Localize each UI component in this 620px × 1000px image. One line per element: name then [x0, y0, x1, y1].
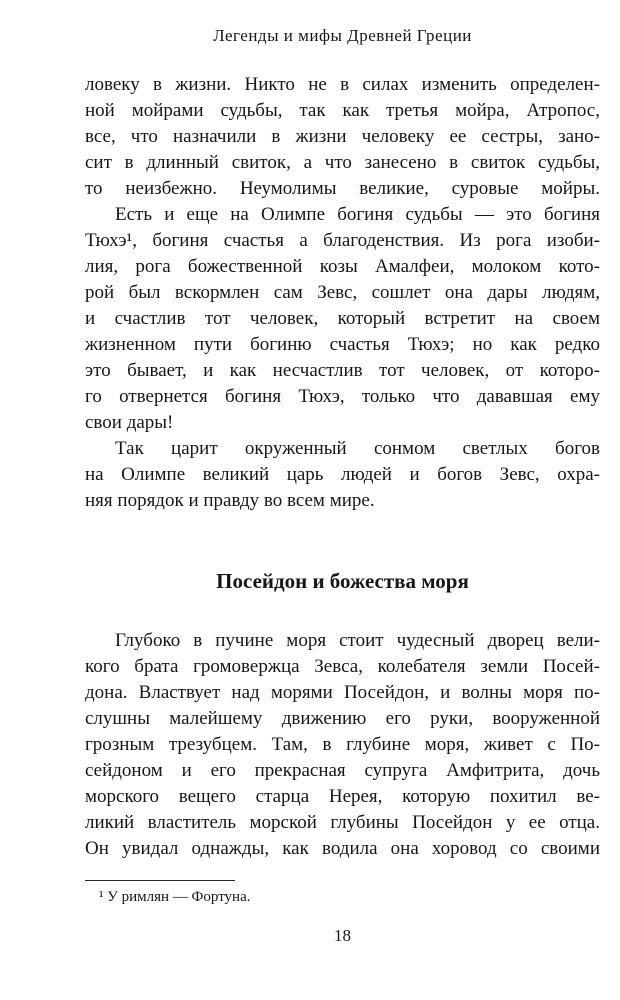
text-line: все, что назначили в жизни человеку ее сестры, зано-	[85, 126, 600, 147]
text-line: это бывает, и как несчастлив тот человек, от которо-	[85, 360, 600, 381]
text-line: кого брата громовержца Зевса, колебателя земли Посей-	[85, 656, 600, 677]
text-line: Тюхэ¹, богиня счастья а благоденствия. Из рога изоби-	[85, 230, 600, 251]
text-line: на Олимпе великий царь людей и богов Зевс, охра-	[85, 464, 600, 485]
paragraph	[85, 202, 600, 436]
text-line: Он увидал однажды, как водила она хоровод со своими	[85, 838, 600, 859]
running-title: Легенды и мифы Древней Греции	[213, 26, 472, 45]
text-line: морского вещего старца Нерея, которую похитил ве-	[85, 786, 600, 807]
paragraph	[85, 72, 600, 202]
text-line: ной мойрами судьбы, так как третья мойра, Атропос,	[85, 100, 600, 121]
text-line: сейдоном и его прекрасная супруга Амфитрита, дочь	[85, 760, 600, 781]
text-line: няя порядок и правду во всем мире.	[85, 490, 375, 511]
text-body	[85, 72, 600, 862]
text-line: рой был вскормлен сам Зевс, сошлет она дары людям,	[85, 282, 600, 303]
text-line: Так царит окруженный сонмом светлых богов	[115, 438, 600, 459]
text-line: Глубоко в пучине моря стоит чудесный дворец вели-	[115, 630, 600, 651]
page-number: 18	[334, 926, 351, 945]
paragraph	[85, 628, 600, 862]
text-line: ликий властитель морской глубины Посейдон у ее отца.	[85, 812, 600, 833]
paragraph	[85, 436, 600, 514]
text-line: и счастлив тот человек, который встретит на своем	[85, 308, 600, 329]
text-line: Есть и еще на Олимпе богиня судьбы — это богиня	[115, 204, 600, 225]
footnote-block	[85, 880, 600, 907]
text-line: го отвернется богиня Тюхэ, только что дававшая ему	[85, 386, 600, 407]
text-line: дона. Властвует над морями Посейдон, и волны моря по-	[85, 682, 600, 703]
text-line: грозным трезубцем. Там, в глубине моря, живет с По-	[85, 734, 600, 755]
footnote-divider	[85, 880, 235, 881]
text-line: ловеку в жизни. Никто не в силах изменить определен-	[85, 74, 600, 95]
text-line: то неизбежно. Неумолимы великие, суровые мойры.	[85, 178, 600, 199]
text-line: свои дары!	[85, 412, 174, 433]
text-line: сит в длинный свиток, а что занесено в свиток судьбы,	[85, 152, 600, 173]
text-line: жизненном пути богиню счастья Тюхэ; но как редко	[85, 334, 600, 355]
section-heading: Посейдон и божества моря	[216, 569, 469, 593]
footnote: ¹ У римлян — Фортуна.	[99, 889, 251, 905]
text-line: слушны малейшему движению его руки, вооруженной	[85, 708, 600, 729]
text-line: лия, рога божественной козы Амалфеи, молоком кото-	[85, 256, 600, 277]
